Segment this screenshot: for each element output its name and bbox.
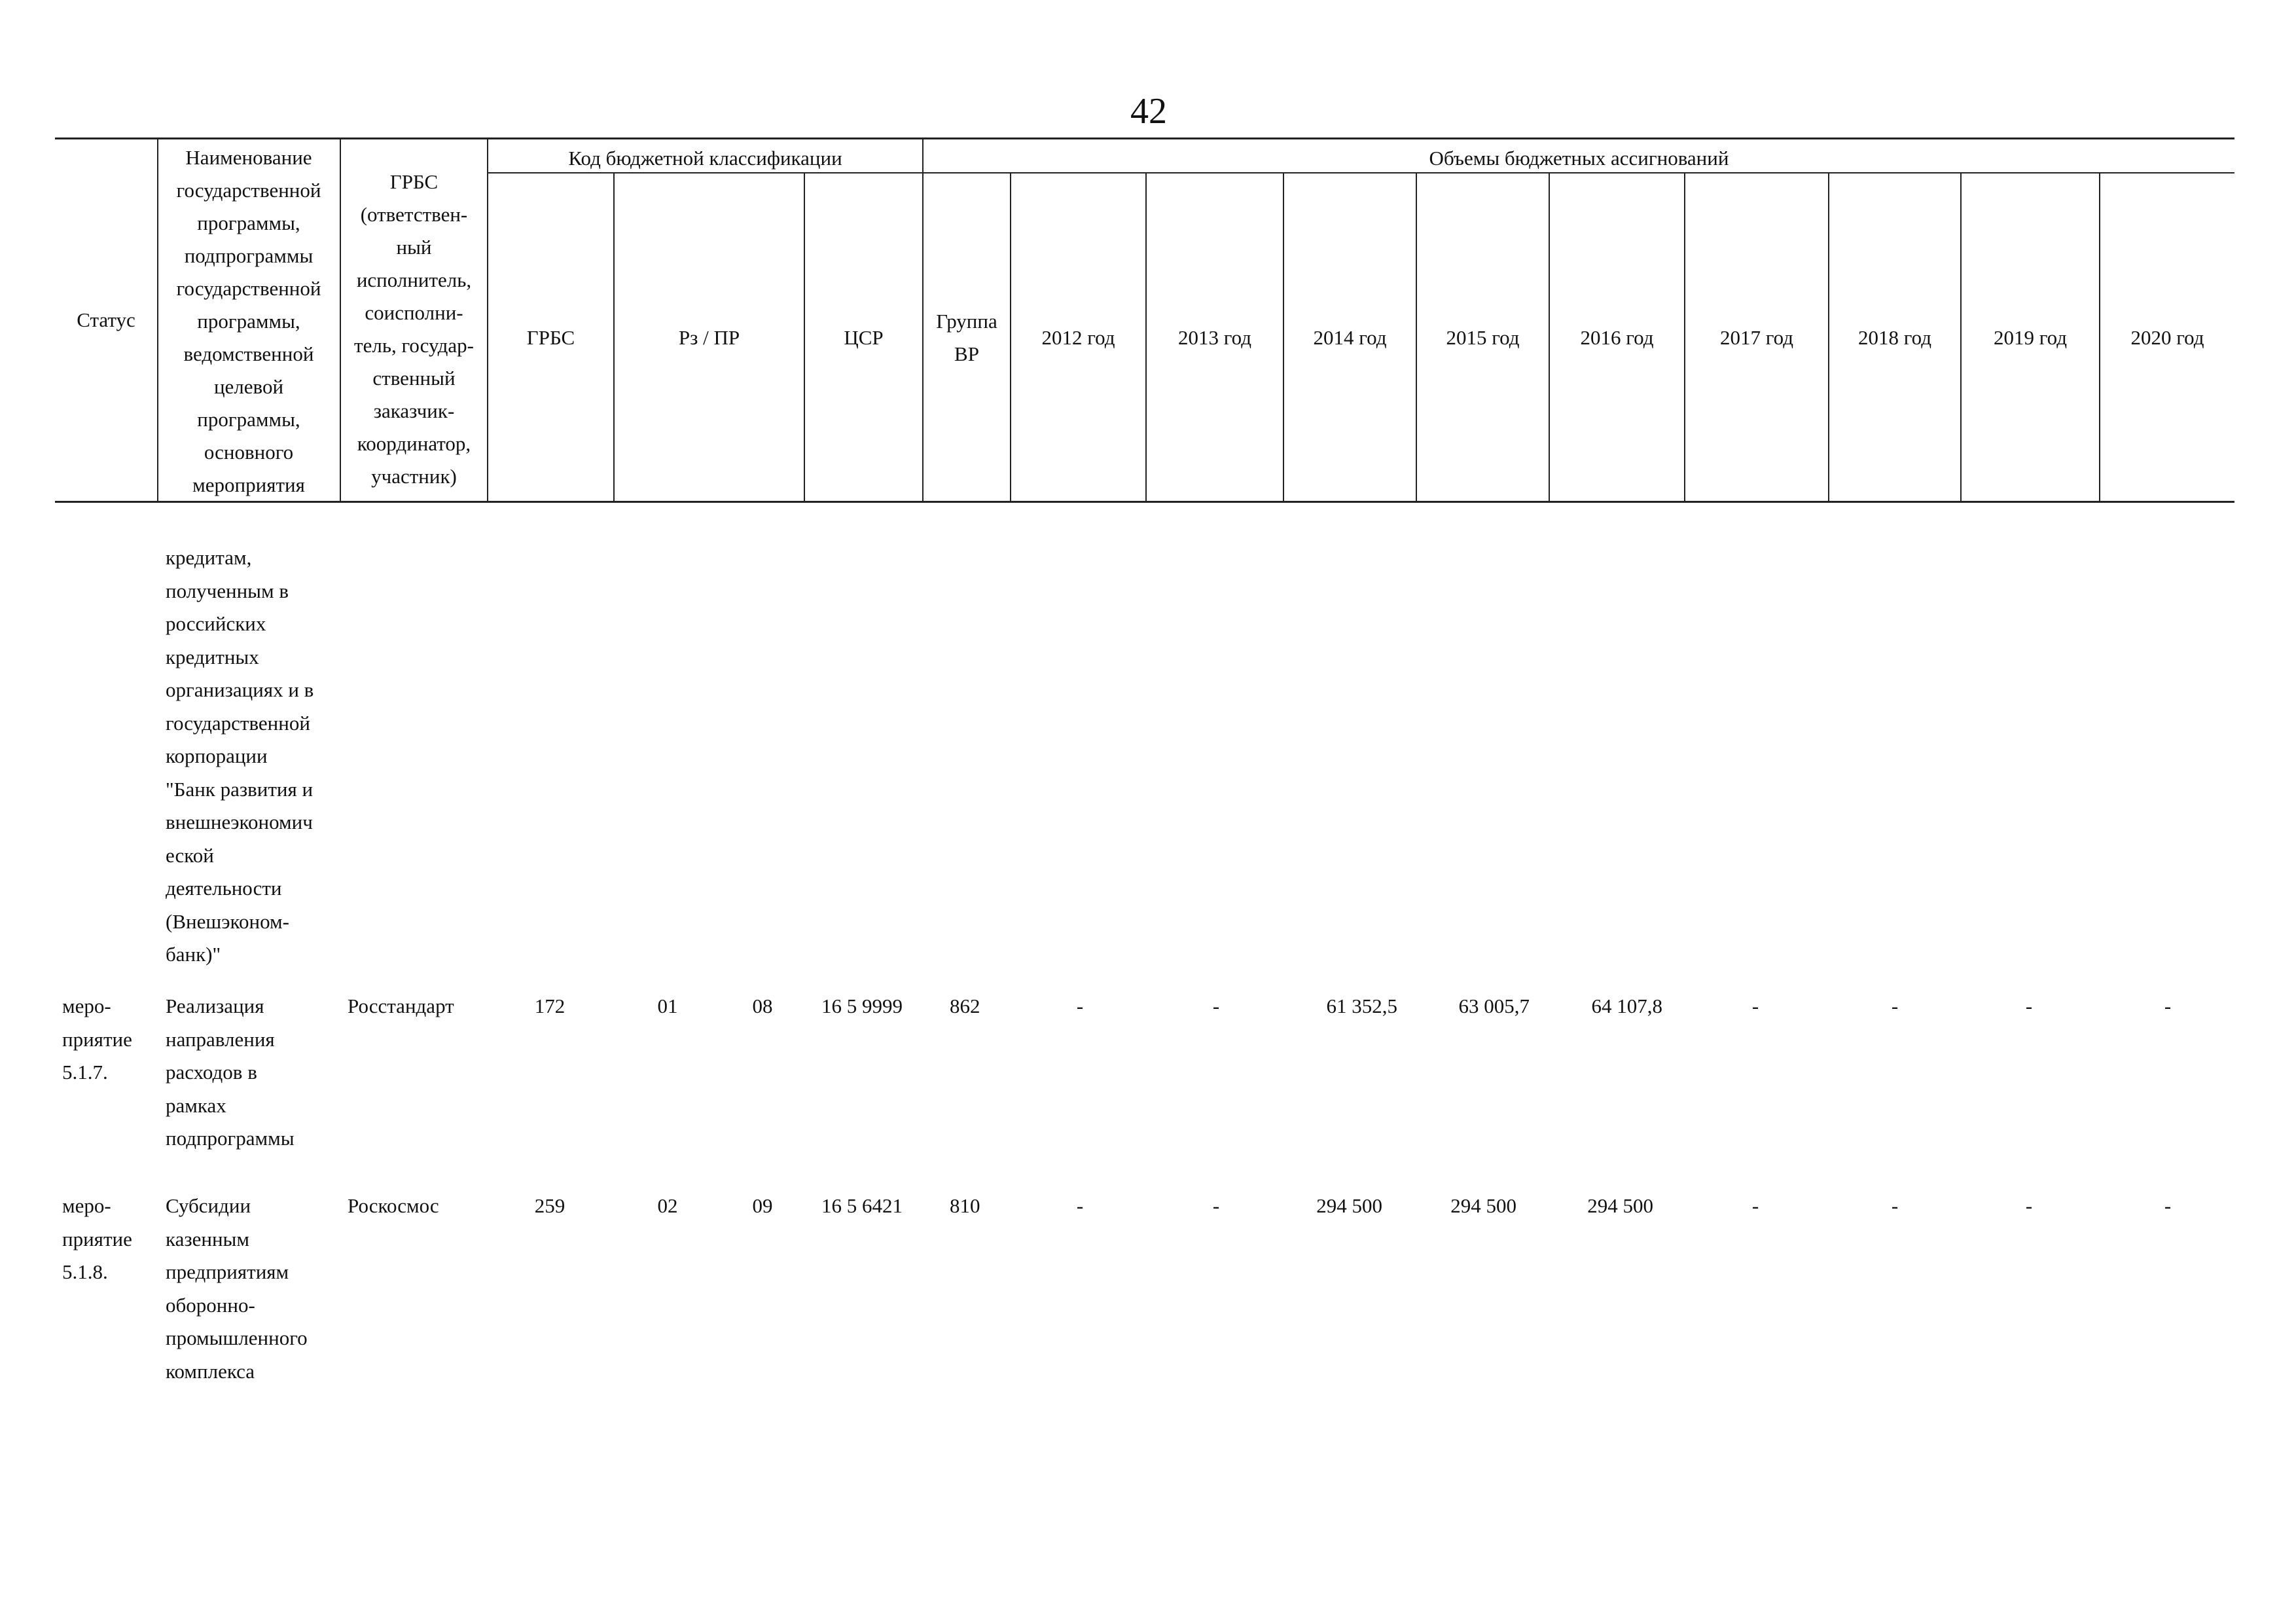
header-volumes-group: Объемы бюджетных ассигнований xyxy=(1429,147,1729,170)
header-year-2016: 2016 год xyxy=(1580,325,1654,349)
header-year-2012: 2012 год xyxy=(1041,325,1115,349)
row-group-vr: 862 xyxy=(950,994,980,1017)
row-pr: 09 xyxy=(752,1194,773,1217)
row-status: меро- приятие 5.1.8. xyxy=(62,1194,132,1283)
row-value-2016: 64 107,8 xyxy=(1591,994,1662,1017)
row-csr: 16 5 9999 xyxy=(821,994,903,1017)
row-value-2015: 63 005,7 xyxy=(1458,994,1530,1017)
header-grbs-code: ГРБС xyxy=(526,325,575,349)
header-program-name: Наименование государственной программы, подпрограммы государственной программы, ведомственной целевой программы, основного мероприятия xyxy=(176,145,321,496)
row-value-2019: - xyxy=(2025,1194,2033,1217)
row-grbs-name: Роскосмос xyxy=(348,1194,439,1217)
row-value-2020: - xyxy=(2164,1194,2172,1217)
header-budget-code-group: Код бюджетной классификации xyxy=(568,147,842,170)
header-year-2015: 2015 год xyxy=(1446,325,1520,349)
header-grbs-responsible: ГРБС (ответствен- ный исполнитель, соисполни- тель, государ- ственный заказчик- координатор, участник) xyxy=(354,170,474,488)
header-status: Статус xyxy=(77,308,135,331)
header-year-2020: 2020 год xyxy=(2130,325,2204,349)
header-year-2014: 2014 год xyxy=(1313,325,1387,349)
row-value-2020: - xyxy=(2164,994,2172,1017)
header-year-2017: 2017 год xyxy=(1719,325,1794,349)
row-value-2012: - xyxy=(1076,994,1084,1017)
header-csr: ЦСР xyxy=(844,325,884,349)
row-value-2019: - xyxy=(2025,994,2033,1017)
row-csr: 16 5 6421 xyxy=(821,1194,903,1217)
header-rz-pr: Рз / ПР xyxy=(678,325,740,349)
row-program-name: Реализация направления расходов в рамках подпрограммы xyxy=(166,994,295,1150)
header-year-2019: 2019 год xyxy=(1993,325,2068,349)
page-number: 42 xyxy=(1130,91,1167,132)
row-grbs-code: 172 xyxy=(534,994,565,1017)
row-value-2017: - xyxy=(1751,1194,1759,1217)
row-value-2018: - xyxy=(1891,994,1899,1017)
continuation-text: кредитам, полученным в российских кредитных организациях и в государственной корпорации "Банк развития и внешнеэкономич еской деятельности (Внешэконом- банк)" xyxy=(166,546,314,966)
row-value-2015: 294 500 xyxy=(1450,1194,1516,1217)
row-rz: 01 xyxy=(657,994,678,1017)
header-top-rule xyxy=(55,137,2234,139)
row-program-name: Субсидии казенным предприятиям оборонно- промышленного комплекса xyxy=(166,1194,308,1383)
row-grbs-name: Росстандарт xyxy=(348,994,454,1017)
header-year-2018: 2018 год xyxy=(1857,325,1932,349)
row-value-2013: - xyxy=(1212,1194,1220,1217)
header-year-2013: 2013 год xyxy=(1177,325,1252,349)
header-group-vr: Группа ВР xyxy=(936,309,997,365)
row-status: меро- приятие 5.1.7. xyxy=(62,994,132,1084)
row-rz: 02 xyxy=(657,1194,678,1217)
row-pr: 08 xyxy=(752,994,773,1017)
header-group-rule xyxy=(487,172,2234,173)
row-group-vr: 810 xyxy=(950,1194,980,1217)
row-value-2013: - xyxy=(1212,994,1220,1017)
row-grbs-code: 259 xyxy=(534,1194,565,1217)
row-value-2018: - xyxy=(1891,1194,1899,1217)
row-value-2012: - xyxy=(1076,1194,1084,1217)
row-value-2014: 294 500 xyxy=(1316,1194,1382,1217)
row-value-2016: 294 500 xyxy=(1587,1194,1653,1217)
row-value-2014: 61 352,5 xyxy=(1326,994,1397,1017)
row-value-2017: - xyxy=(1751,994,1759,1017)
header-bottom-rule xyxy=(55,501,2234,503)
